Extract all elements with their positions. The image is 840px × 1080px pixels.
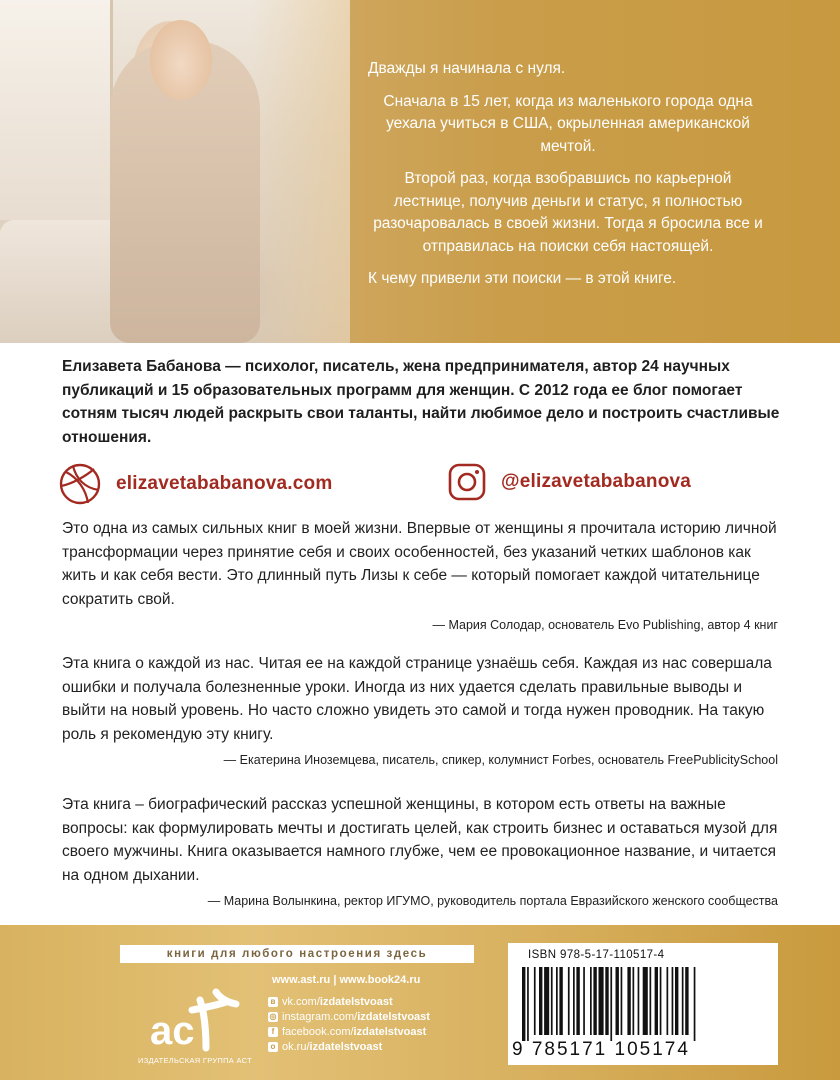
barcode-bar xyxy=(672,967,674,1035)
publisher-sites[interactable]: www.ast.ru | www.book24.ru xyxy=(272,974,421,986)
barcode-bar xyxy=(694,967,696,1041)
intro-p1: Дважды я начинала с нуля. xyxy=(368,60,566,77)
odnoklassniki-icon: о xyxy=(268,1042,278,1052)
facebook-icon: f xyxy=(268,1027,278,1037)
barcode-bar xyxy=(534,967,536,1035)
intro-text xyxy=(368,58,768,301)
quote-3 xyxy=(62,793,778,909)
barcode-bar xyxy=(539,967,542,1035)
barcode-bar xyxy=(638,967,640,1035)
social-handle: izdatelstvoast xyxy=(357,1010,430,1023)
barcode-bar xyxy=(576,967,579,1035)
barcode-bar xyxy=(610,967,612,1041)
social-ok[interactable] xyxy=(268,1039,430,1054)
intro-p3: Второй раз, когда взобравшись по карьерной лестнице, получив деньги и статус, я полностью разочаровалась в своей жизни. Тогда я бросила все и отправилась на поиски себя настоящей. xyxy=(373,170,763,255)
barcode-bar xyxy=(593,967,596,1035)
social-prefix: instagram.com/ xyxy=(282,1010,358,1023)
quote-author: — Мария Солодар, основатель Evo Publishing, автор 4 книг xyxy=(432,618,778,632)
barcode-bar xyxy=(655,967,658,1035)
author-bio: Елизавета Бабанова — психолог, писатель, жена предпринимателя, автор 24 научных публикаций и 15 образовательных программ для женщин. С 2012 года ее блог помогает сотням тысяч людей раскрыть свои таланты, найти любимое дело и построить счастливые отношения. xyxy=(62,358,780,446)
photo-window xyxy=(0,0,113,220)
social-handle: izdatelstvoast xyxy=(353,1025,427,1038)
author-photo xyxy=(0,0,350,343)
barcode-bar xyxy=(544,967,549,1035)
quote-2 xyxy=(62,652,778,768)
ast-logo xyxy=(140,988,250,1078)
barcode-bar xyxy=(660,967,662,1035)
barcode-bar xyxy=(667,967,669,1035)
barcode-bar xyxy=(616,967,619,1035)
barcode-bar xyxy=(621,967,623,1035)
barcode-bar xyxy=(573,967,575,1035)
social-prefix: ok.ru/ xyxy=(282,1040,310,1053)
barcode-box xyxy=(508,943,778,1065)
quote-text: Эта книга – биографический рассказ успешной женщины, в котором есть ответы на важные вопросы: как формулировать мечты и достигать целей, как строить бизнес и оставаться музой для своего мужчины. Книга оказывается намного глубже, чем ее провокационное название, и читается на одном дыхании. xyxy=(62,796,778,884)
quote-text: Это одна из самых сильных книг в моей жизни. Впервые от женщины я прочитала историю личной трансформации через принятие себя и своих особенностей, без указаний четких шаблонов как жить и как себя вести. Это длинный путь Лизы к себе — который помогает каждой читательнице сократить свой. xyxy=(62,520,777,608)
barcode-bar xyxy=(682,967,684,1035)
photo-wall xyxy=(250,0,350,343)
basketball-icon xyxy=(58,462,102,506)
barcode-bar xyxy=(568,967,570,1035)
logo-letters: ас xyxy=(150,1009,195,1053)
website-text: elizavetababanova.com xyxy=(116,473,333,494)
quote-text: Эта книга о каждой из нас. Читая ее на каждой странице узнаёшь себя. Каждая из нас совершала ошибки и получала болезненные уроки. Иногда из них удается сделать правильные выводы и выйти на новый уровень. Но часто сложно увидеть это самой и тогда нужен проводник. На такую роль я рекомендую эту книгу. xyxy=(62,655,772,743)
social-prefix: vk.com/ xyxy=(282,995,320,1008)
top-gold-band xyxy=(0,0,840,343)
social-prefix: facebook.com/ xyxy=(282,1025,354,1038)
publisher-slogan: книги для любого настроения здесь xyxy=(120,945,474,963)
instagram-text: @elizavetababanova xyxy=(501,471,692,492)
instagram-icon xyxy=(447,462,487,502)
barcode-digits: 9 785171 105174 xyxy=(512,1039,690,1060)
barcode-bar xyxy=(685,967,688,1035)
barcode-bar xyxy=(627,967,630,1035)
social-handle: izdatelstvoast xyxy=(309,1040,383,1053)
website-link[interactable] xyxy=(58,462,332,506)
social-instagram[interactable] xyxy=(268,1009,430,1024)
contacts-row xyxy=(0,462,840,506)
social-vk[interactable] xyxy=(268,994,430,1009)
barcode-bar xyxy=(599,967,604,1035)
vk-icon: в xyxy=(268,997,278,1007)
barcode-bar xyxy=(522,967,525,1041)
barcode-bar xyxy=(556,967,558,1035)
social-handle: izdatelstvoast xyxy=(319,995,393,1008)
quote-author: — Марина Волынкина, ректор ИГУМО, руководитель портала Евразийского женского сообщества xyxy=(207,894,778,908)
ast-logo-mark xyxy=(140,988,250,1054)
intro-p2: Сначала в 15 лет, когда из маленького города одна уехала учиться в США, окрыленная американской мечтой. xyxy=(383,92,753,155)
instagram-link[interactable] xyxy=(447,462,691,502)
instagram-small-icon: ◎ xyxy=(269,1011,277,1021)
barcode-bar xyxy=(551,967,553,1035)
barcode-bar xyxy=(675,967,678,1035)
logo-caption: ИЗДАТЕЛЬСКАЯ ГРУППА АСТ xyxy=(138,1056,252,1065)
barcode-bar xyxy=(643,967,648,1035)
quote-1 xyxy=(62,517,778,633)
social-links xyxy=(268,994,430,1054)
isbn-text: ISBN 978-5-17-110517-4 xyxy=(528,949,665,961)
barcode-bar xyxy=(650,967,652,1035)
barcode-bar xyxy=(590,967,592,1035)
barcode-bar xyxy=(633,967,635,1035)
social-facebook[interactable] xyxy=(268,1024,430,1039)
barcode-bar xyxy=(559,967,562,1035)
barcode-bar xyxy=(583,967,585,1035)
barcode-bar xyxy=(605,967,608,1035)
intro-p4: К чему привели эти поиски — в этой книге. xyxy=(368,270,677,287)
photo-head xyxy=(150,20,212,100)
quote-author: — Екатерина Иноземцева, писатель, спикер, колумнист Forbes, основатель FreePublicitySchool xyxy=(223,753,778,767)
bottom-gold-band xyxy=(0,925,840,1080)
barcode-bar xyxy=(527,967,529,1041)
